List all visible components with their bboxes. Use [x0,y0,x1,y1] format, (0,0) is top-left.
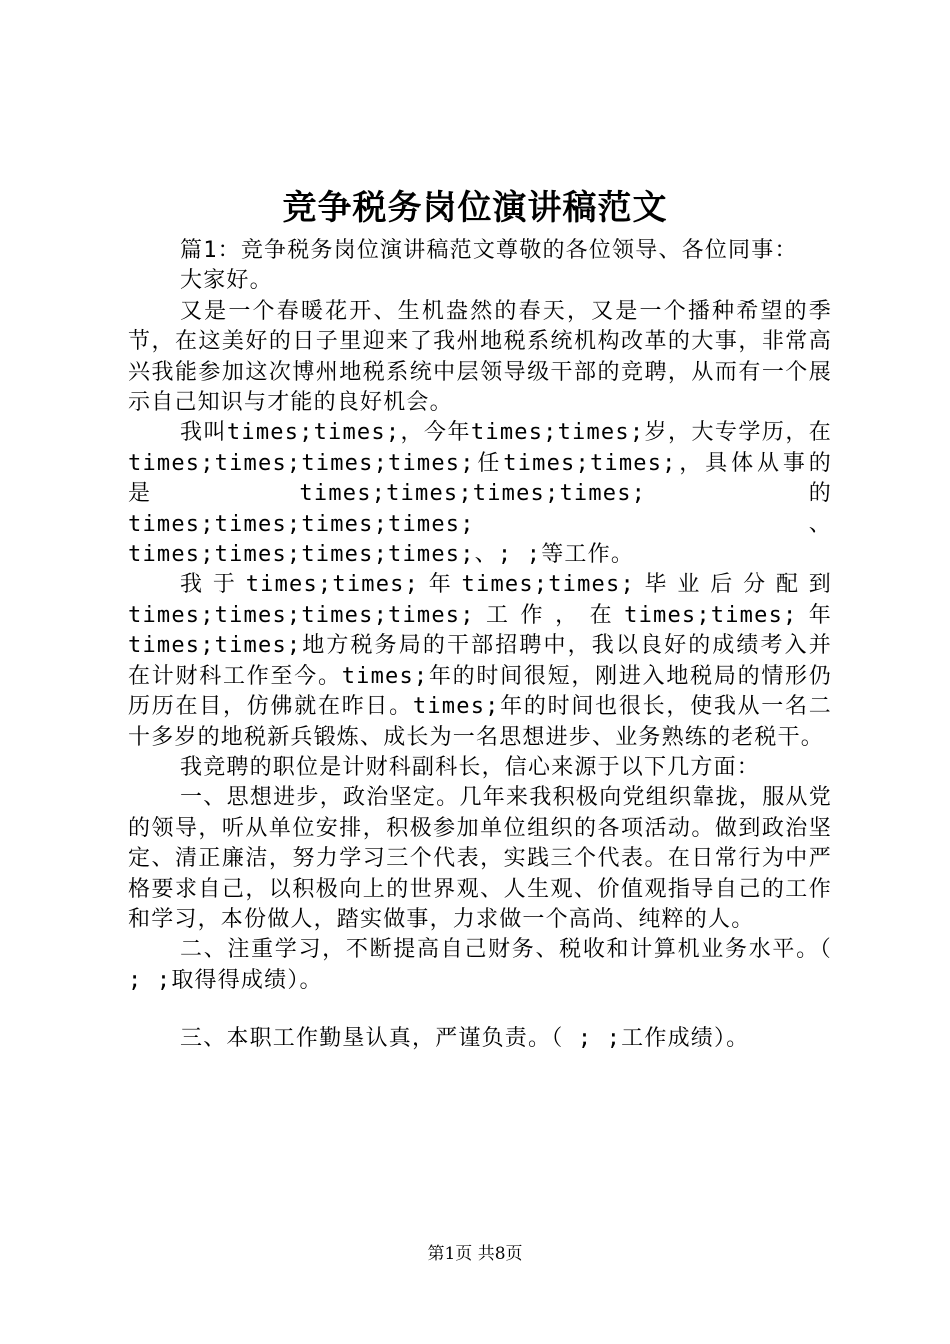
paragraph-point-two: 二、注重学习，不断提高自己财务、税收和计算机业务水平。（ ; ;取得得成绩）。 [128,937,832,993]
document-body [128,236,832,1055]
page-number-footer: 第1页 共8页 [427,1244,523,1264]
paragraph-self-intro: 我叫times;times;，今年times;times;岁，大专学历，在times;times;times;times;任times;times;，具体从事的是times;times;times;times; 的times;times;times;times;、 times;times;times;times;、; ;等工作。 [128,420,832,568]
document-title: 竞争税务岗位演讲稿范文 [282,188,668,228]
paragraph-point-one: 一、思想进步，政治坚定。几年来我积极向党组织靠拢，服从党的领导，听从单位安排，积极参加单位组织的各项活动。做到政治坚定、清正廉洁，努力学习三个代表，实践三个代表。在日常行为中严格要求自己，以积极向上的世界观、人生观、价值观指导自己的工作和学习，本份做人，踏实做事，力求做一个高尚、纯粹的人。 [128,785,832,932]
paragraph-point-three: 三、本职工作勤垦认真，严谨负责。（ ; ;工作成绩）。 [180,1026,750,1052]
paragraph-hello: 大家好。 [180,268,273,294]
paragraph-career: 我于times;times;年times;times;毕业后分配到times;times;times;times;工作，在times;times;年times;times;地方税务局的干部招聘中，我以良好的成绩考入并在计财科工作至今。times;年的时间很短，刚进入地税局的情形仍历历在目，仿佛就在昨日。times;年的时间也很长，使我从一名二十多岁的地税新兵锻炼、成长为一名思想进步、业务熟练的老税干。 [128,572,832,750]
paragraph-intro: 又是一个春暖花开、生机盎然的春天，又是一个播种希望的季节，在这美好的日子里迎来了我州地税系统机构改革的大事，非常高兴我能参加这次博州地税系统中层领导级干部的竞聘，从而有一个展示自己知识与才能的良好机会。 [128,298,832,416]
paragraph-greeting: 篇1：竞争税务岗位演讲稿范文尊敬的各位领导、各位同事： [180,238,798,263]
paragraph-position: 我竞聘的职位是计财科副科长，信心来源于以下几方面： [180,754,761,780]
